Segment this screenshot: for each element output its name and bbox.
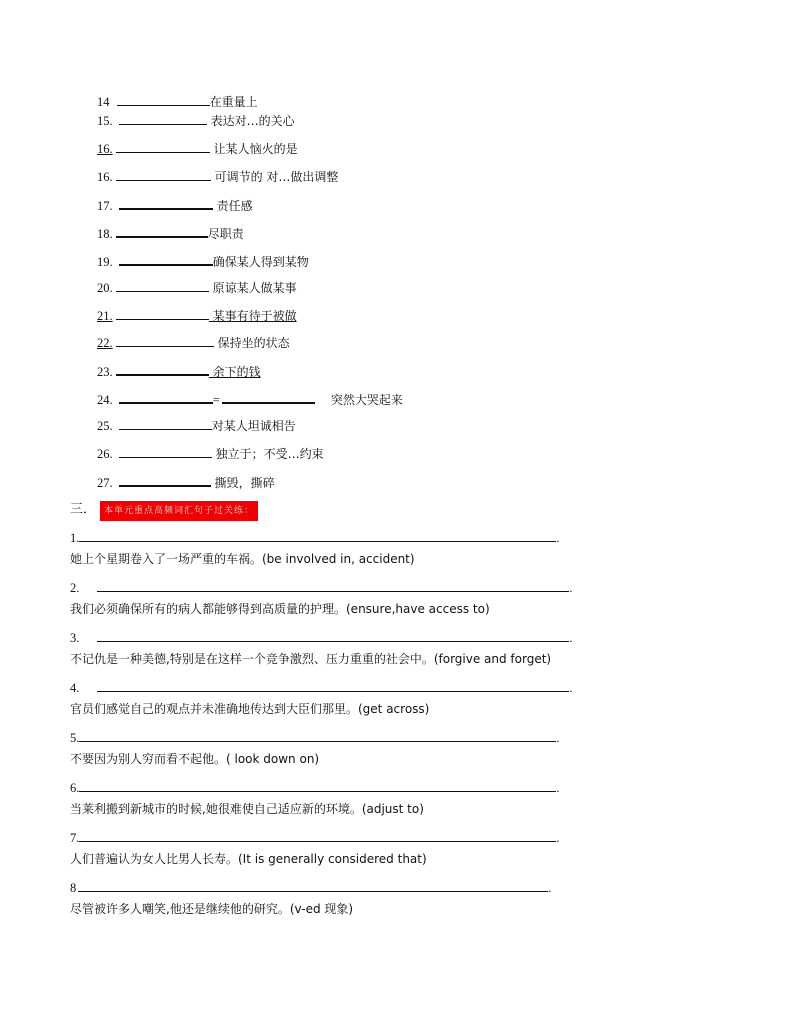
vocab-item-22 [97, 333, 290, 351]
item-number: 17. [97, 199, 113, 213]
translation-number: 4. [70, 681, 80, 695]
vocab-item-27 [97, 472, 275, 490]
translation-number: 5. [70, 731, 80, 745]
line-end-period: . [556, 781, 560, 795]
section-3-heading [70, 500, 258, 518]
item-meaning: 在重量上 [209, 95, 258, 109]
item-number: 20. [97, 281, 113, 295]
item-number: 24. [97, 393, 113, 407]
answer-line[interactable] [97, 630, 569, 642]
item-meaning: 让某人恼火的是 [209, 142, 298, 156]
answer-line[interactable] [97, 680, 569, 692]
item-meaning: 可调节的 对…做出调整 [210, 170, 339, 184]
item-number: 15. [97, 114, 113, 128]
translation-2-answer-line [70, 580, 573, 596]
item-number: 19. [97, 255, 113, 269]
answer-blank[interactable] [116, 139, 210, 153]
answer-blank-2[interactable] [222, 389, 315, 404]
answer-blank[interactable] [119, 444, 212, 458]
answer-blank[interactable] [116, 223, 208, 238]
translation-8-prompt: 尽管被许多人嘲笑,他还是继续他的研究。(v-ed 现象) [70, 902, 354, 916]
item-number: 14 [97, 95, 110, 109]
item-meaning: 余下的钱 [208, 365, 261, 379]
translation-4-answer-line [70, 680, 573, 696]
line-end-period: . [569, 581, 573, 595]
item-meaning: 责任感 [212, 199, 253, 213]
item-number: 22. [97, 336, 113, 350]
translation-7-answer-line [70, 830, 560, 846]
item-number: 25. [97, 419, 113, 433]
line-end-period: . [556, 731, 560, 745]
answer-blank[interactable] [116, 306, 209, 320]
item-number: 26. [97, 447, 113, 461]
item-meaning: 表达对…的关心 [206, 114, 295, 128]
translation-8-answer-line [70, 880, 551, 896]
line-end-period: . [556, 831, 560, 845]
item-number: 18. [97, 227, 113, 241]
translation-1-answer-line [70, 530, 560, 546]
answer-line[interactable] [79, 780, 556, 792]
translation-6-answer-line [70, 780, 560, 796]
item-meaning: 原谅某人做某事 [208, 281, 297, 295]
translation-6-prompt: 当莱利搬到新城市的时候,她很难使自己适应新的环境。(adjust to) [70, 802, 424, 816]
vocab-item-18 [97, 223, 244, 241]
vocab-item-16b [97, 167, 338, 185]
translation-1-prompt: 她上个星期卷入了一场严重的车祸。(be involved in, accident) [70, 552, 415, 566]
item-number: 16. [97, 142, 113, 156]
answer-blank[interactable] [119, 111, 207, 125]
vocab-item-26 [97, 444, 324, 462]
translation-number: 1. [70, 531, 80, 545]
answer-blank[interactable] [119, 251, 213, 266]
answer-line[interactable] [79, 530, 556, 542]
answer-blank[interactable] [116, 167, 211, 181]
answer-blank[interactable] [116, 333, 214, 347]
translation-7-prompt: 人们普遍认为女人比男人长寿。(It is generally considered that) [70, 852, 427, 866]
answer-line[interactable] [97, 580, 569, 592]
translation-3-prompt: 不记仇是一种美德,特别是在这样一个竞争激烈、压力重重的社会中。(forgive and forget) [70, 652, 552, 666]
item-meaning: 突然大哭起来 [330, 393, 403, 407]
vocab-item-20 [97, 278, 297, 296]
answer-blank[interactable] [119, 472, 211, 487]
translation-5-prompt: 不要因为别人穷而看不起他。( look down on) [70, 752, 320, 766]
item-meaning: 保持坐的状态 [213, 336, 290, 350]
answer-line[interactable] [78, 880, 548, 892]
vocab-item-25 [97, 416, 296, 434]
item-number: 21. [97, 309, 113, 323]
translation-3-answer-line [70, 630, 573, 646]
translation-number: 3. [70, 631, 80, 645]
equals-sign: = [212, 393, 220, 407]
answer-blank[interactable] [116, 361, 209, 376]
line-end-period: . [569, 681, 573, 695]
item-number: 27. [97, 476, 113, 490]
answer-line[interactable] [79, 730, 556, 742]
section-title-highlight: 本单元重点高频词汇句子过关练： [100, 501, 258, 521]
vocab-item-17 [97, 195, 253, 213]
answer-blank[interactable] [119, 416, 212, 430]
translation-2-prompt: 我们必须确保所有的病人都能够得到高质量的护理。(ensure,have access to) [70, 602, 490, 616]
item-meaning: 尽职责 [207, 227, 244, 241]
vocab-item-24 [97, 389, 403, 407]
line-end-period: . [548, 881, 552, 895]
line-end-period: . [569, 631, 573, 645]
item-number: 23. [97, 365, 113, 379]
answer-blank[interactable] [117, 92, 210, 106]
answer-blank[interactable] [119, 389, 213, 404]
section-number: 三． [70, 502, 97, 517]
vocab-item-19 [97, 251, 309, 269]
translation-number: 7. [70, 831, 80, 845]
answer-blank[interactable] [116, 278, 209, 292]
item-meaning: 撕毁，撕碎 [210, 476, 275, 490]
vocab-item-14 [97, 92, 258, 110]
translation-number: 2. [70, 581, 80, 595]
vocab-item-16a [97, 139, 298, 157]
vocab-item-23 [97, 361, 261, 379]
answer-blank[interactable] [119, 195, 213, 210]
item-meaning: 某事有待于被做 [208, 309, 297, 323]
vocab-item-15 [97, 111, 295, 129]
answer-line[interactable] [79, 830, 556, 842]
item-meaning: 独立于；不受…约束 [211, 447, 324, 461]
translation-number: 6. [70, 781, 80, 795]
translation-5-answer-line [70, 730, 560, 746]
item-meaning: 对某人坦诚相告 [211, 419, 296, 433]
item-meaning: 确保某人得到某物 [212, 255, 309, 269]
translation-4-prompt: 官员们感觉自己的观点并未准确地传达到大臣们那里。(get across) [70, 702, 430, 716]
line-end-period: . [556, 531, 560, 545]
translation-number: 8 [70, 881, 77, 895]
vocab-item-21 [97, 306, 297, 324]
item-number: 16. [97, 170, 113, 184]
